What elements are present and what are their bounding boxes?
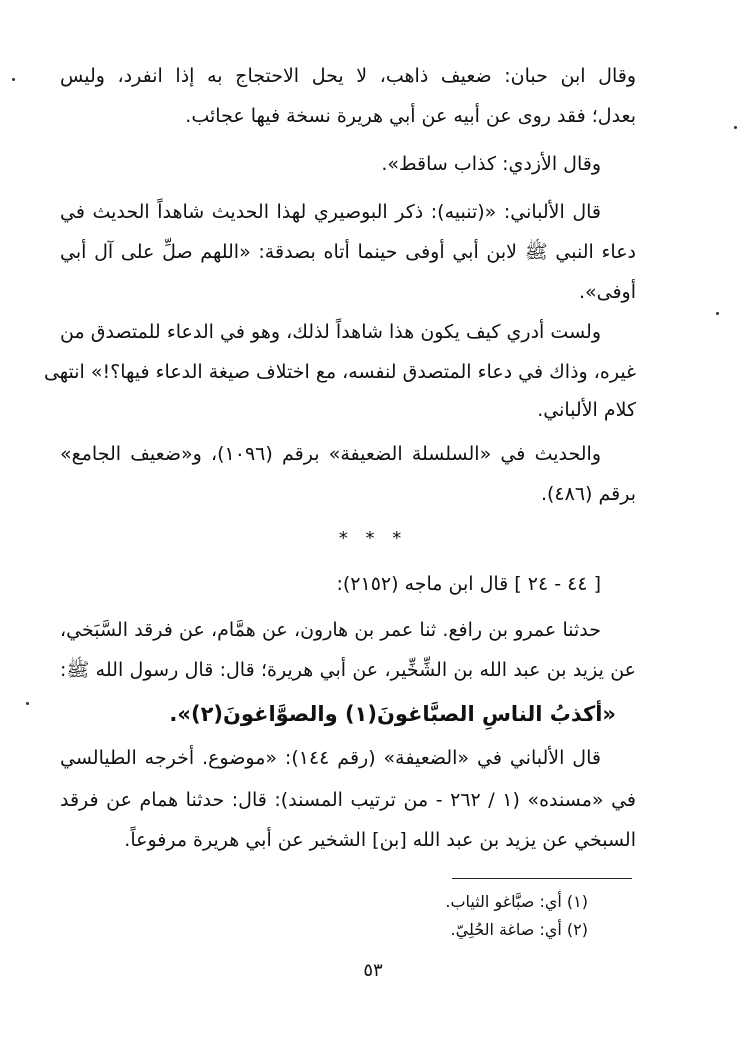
paragraph-line: والحديث في «السلسلة الضعيفة» برقم (١٠٩٦)، و«ضعيف الجامع» [60, 443, 601, 465]
scan-speck [716, 312, 719, 315]
hadith-matn: «أكذبُ الناسِ الصبَّاغونَ(١) والصوَّاغونَ(٢)». [169, 702, 616, 726]
paragraph-line: بعدل؛ فقد روى عن أبيه عن أبي هريرة نسخة فيها عجائب. [185, 105, 636, 127]
paragraph-line: أوفى». [578, 281, 636, 303]
paragraph-line: قال الألباني: «(تنبيه): ذكر البوصيري لهذا الحديث شاهداً الحديث في [60, 201, 601, 223]
paragraph-line: غيره، وذاك في دعاء المتصدق لنفسه، مع اختلاف صيغة الدعاء فيها؟!» انتهى [43, 361, 636, 383]
section-separator: * * * [338, 528, 408, 549]
commentary-line: في «مسنده» (١ / ٢٦٢ - من ترتيب المسند): قال: حدثنا همام عن فرقد [60, 789, 636, 811]
hadith-number-header: [ ٤٤ - ٢٤ ] قال ابن ماجه (٢١٥٢): [336, 573, 601, 595]
footnote-2: (٢) أي: صاغة الحُلِيّ. [450, 920, 588, 939]
footnote-1: (١) أي: صبَّاغو الثياب. [445, 892, 588, 911]
paragraph-line: برقم (٤٨٦). [540, 483, 636, 505]
isnad-line: حدثنا عمرو بن رافع. ثنا عمر بن هارون، عن همَّام، عن فرقد السَّبَخي، [60, 619, 601, 641]
paragraph-line: ولست أدري كيف يكون هذا شاهداً لذلك، وهو في الدعاء للمتصدق من [60, 321, 601, 343]
commentary-line: قال الألباني في «الضعيفة» (رقم ١٤٤): «موضوع. أخرجه الطيالسي [60, 747, 601, 769]
isnad-line: عن يزيد بن عبد الله بن الشِّخِّير، عن أبي هريرة؛ قال: قال رسول الله ﷺ: [60, 659, 636, 681]
paragraph-line: كلام الألباني. [537, 399, 636, 421]
paragraph-line: وقال الأزدي: كذاب ساقط». [381, 153, 601, 175]
footnote-divider [452, 878, 632, 879]
page-number: ٥٣ [363, 960, 383, 981]
commentary-line: السبخي عن يزيد بن عبد الله [بن] الشخير عن أبي هريرة مرفوعاً. [124, 829, 636, 851]
paragraph-line: دعاء النبي ﷺ لابن أبي أوفى حينما أتاه بصدقة: «اللهم صلِّ على آل أبي [60, 241, 636, 263]
scan-speck [734, 126, 737, 129]
scan-speck [26, 702, 29, 705]
paragraph-line: وقال ابن حبان: ضعيف ذاهب، لا يحل الاحتجاج به إذا انفرد، وليس [60, 65, 636, 87]
scan-speck [12, 78, 15, 81]
